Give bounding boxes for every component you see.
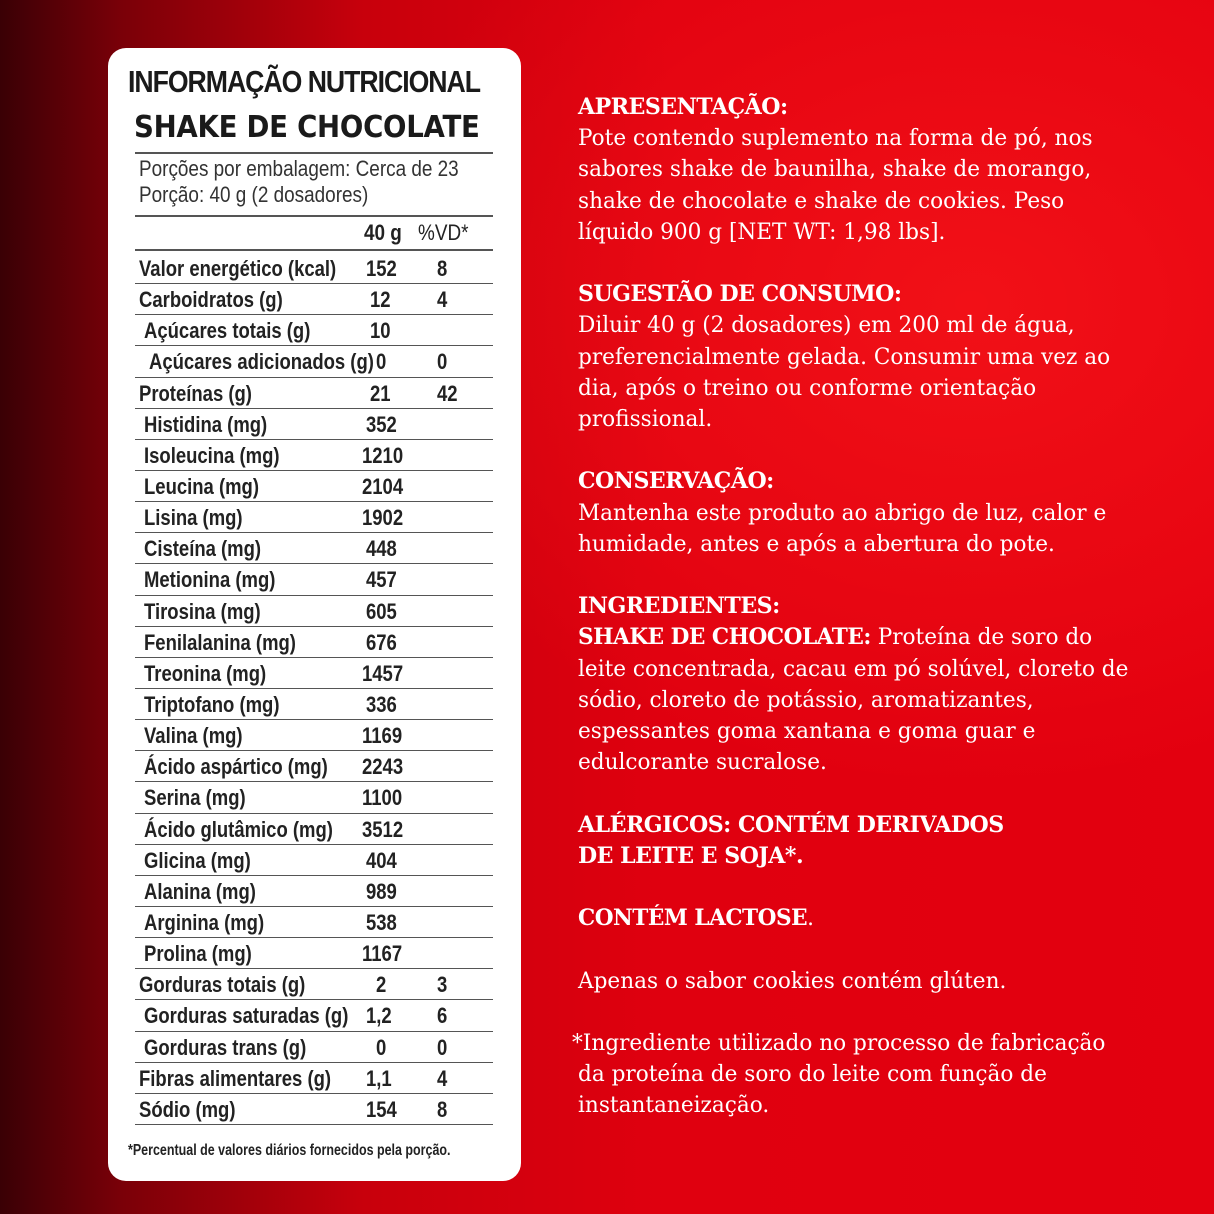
table-row bbox=[135, 346, 493, 377]
nutrient-dv: 4 bbox=[437, 287, 448, 313]
table-row bbox=[135, 253, 493, 284]
nutrient-amount: 10 bbox=[370, 318, 391, 344]
nutrient-amount: 457 bbox=[366, 567, 397, 593]
table-row bbox=[135, 284, 493, 315]
product-name: SHAKE DE CHOCOLATE bbox=[134, 110, 480, 145]
nutrient-label: Gorduras trans (g) bbox=[144, 1034, 307, 1060]
nutrient-label: Valina (mg) bbox=[144, 723, 243, 749]
nutrient-amount: 1169 bbox=[362, 723, 403, 749]
text-line: dia, após o treino ou conforme orientação bbox=[578, 374, 1037, 401]
nutrient-label: Gorduras totais (g) bbox=[139, 972, 306, 998]
dv-footnote: *Percentual de valores diários fornecidos pela porção. bbox=[128, 1142, 451, 1159]
table-row bbox=[135, 876, 493, 907]
table-row bbox=[135, 471, 493, 502]
table-row bbox=[135, 658, 493, 689]
nutrient-amount: 404 bbox=[366, 847, 397, 873]
table-row bbox=[135, 969, 493, 1000]
nutrient-amount: 3512 bbox=[362, 816, 404, 842]
flavor-label: SHAKE DE CHOCOLATE: bbox=[578, 624, 871, 651]
ingredients-text: Proteína de soro do bbox=[870, 624, 1093, 651]
nutrient-amount: 1457 bbox=[362, 660, 404, 686]
product-info bbox=[572, 92, 1178, 1153]
nutrient-label: Metionina (mg) bbox=[144, 567, 276, 593]
text-line: Diluir 40 g (2 dosadores) em 200 ml de água, bbox=[578, 312, 1075, 339]
section-heading: APRESENTAÇÃO: bbox=[578, 94, 788, 120]
lactose-warning bbox=[578, 903, 1154, 934]
nutrient-label: Treonina (mg) bbox=[144, 660, 267, 686]
table-row bbox=[135, 782, 493, 813]
allergen-warning: ALÉRGICOS: CONTÉM DERIVADOS bbox=[578, 811, 1004, 838]
section-heading: INGREDIENTES: bbox=[578, 593, 780, 620]
nutrient-amount: 989 bbox=[366, 878, 397, 904]
text-line: shake de chocolate e shake de cookies. Peso bbox=[578, 187, 1065, 214]
text-line: profissional. bbox=[578, 406, 713, 433]
nutrient-amount: 1210 bbox=[362, 442, 404, 468]
table-row bbox=[135, 627, 493, 658]
nutrient-amount: 1167 bbox=[362, 941, 403, 967]
nutrient-label: Açúcares adicionados (g) bbox=[149, 349, 374, 375]
nutrient-label: Prolina (mg) bbox=[144, 941, 252, 967]
text-line: edulcorante sucralose. bbox=[578, 749, 827, 776]
table-row bbox=[135, 689, 493, 720]
table-row bbox=[135, 440, 493, 471]
nutrient-amount: 676 bbox=[366, 629, 397, 655]
table-row bbox=[135, 720, 493, 751]
allergen-warning: DE LEITE E SOJA*. bbox=[578, 842, 804, 869]
section-conservacao bbox=[578, 466, 1178, 560]
section-lactose bbox=[578, 903, 1178, 934]
section-ingredient-note bbox=[572, 1028, 1178, 1122]
nutrient-dv: 3 bbox=[437, 972, 448, 998]
section-ingredientes bbox=[578, 591, 1178, 778]
table-row bbox=[135, 751, 493, 782]
text-line: preferencialmente gelada. Consumir uma vez ao bbox=[578, 343, 1111, 370]
text-line: líquido 900 g [NET WT: 1,98 lbs]. bbox=[578, 218, 946, 245]
text-line: humidade, antes e após a abertura do pote. bbox=[578, 530, 1055, 557]
nutrition-table bbox=[135, 253, 493, 1125]
text-line: *Ingrediente utilizado no processo de fabricação bbox=[572, 1029, 1106, 1056]
nutrient-label: Lisina (mg) bbox=[144, 505, 243, 531]
nutrient-amount: 538 bbox=[366, 909, 397, 935]
text-line: Pote contendo suplemento na forma de pó, nos bbox=[578, 125, 1093, 152]
table-row bbox=[135, 814, 493, 845]
table-row bbox=[135, 845, 493, 876]
nutrient-label: Ácido aspártico (mg) bbox=[144, 754, 328, 780]
section-apresentacao bbox=[578, 92, 1178, 248]
lactose-period: . bbox=[807, 905, 814, 932]
nutrient-amount: 1100 bbox=[362, 785, 403, 811]
text-line: sódio, cloreto de potássio, aromatizantes, bbox=[578, 686, 1034, 713]
nutrient-amount: 154 bbox=[366, 1096, 397, 1122]
section-heading: CONSERVAÇÃO: bbox=[578, 468, 774, 495]
nutrient-amount: 152 bbox=[366, 256, 397, 281]
section-alergicos bbox=[578, 810, 1178, 872]
table-row bbox=[135, 907, 493, 938]
nutrient-label: Proteínas (g) bbox=[139, 380, 252, 406]
section-sugestao bbox=[578, 279, 1178, 435]
nutrient-amount: 2104 bbox=[362, 473, 404, 499]
nutrient-dv: 42 bbox=[437, 380, 458, 406]
table-row bbox=[135, 378, 493, 409]
nutrient-label: Histidina (mg) bbox=[144, 411, 268, 437]
table-row bbox=[135, 1032, 493, 1063]
table-row bbox=[135, 938, 493, 969]
serving-size: Porção: 40 g (2 dosadores) bbox=[139, 182, 369, 207]
text-line bbox=[578, 622, 1154, 653]
divider bbox=[135, 152, 493, 154]
nutrient-amount: 0 bbox=[376, 1034, 387, 1060]
section-gluten bbox=[578, 966, 1178, 997]
nutrient-label: Glicina (mg) bbox=[144, 847, 251, 873]
text-line: sabores shake de baunilha, shake de morango, bbox=[578, 156, 1092, 183]
nutrient-amount: 2243 bbox=[362, 754, 404, 780]
nutrient-dv: 0 bbox=[437, 349, 448, 375]
nutrient-label: Alanina (mg) bbox=[144, 878, 256, 904]
nutrient-label: Carboidratos (g) bbox=[139, 287, 283, 313]
nutrient-amount: 448 bbox=[366, 536, 397, 562]
nutrition-facts-card bbox=[108, 48, 521, 1181]
gluten-note: Apenas o sabor cookies contém glúten. bbox=[578, 967, 1007, 994]
nutrient-amount: 0 bbox=[376, 349, 387, 375]
text-line: Mantenha este produto ao abrigo de luz, calor e bbox=[578, 499, 1107, 526]
column-header-dv: %VD* bbox=[418, 220, 469, 245]
nutrient-label: Cisteína (mg) bbox=[144, 536, 262, 562]
nutrient-label: Tirosina (mg) bbox=[144, 598, 261, 624]
servings-per-package: Porções por embalagem: Cerca de 23 bbox=[139, 156, 459, 181]
text-line: instantaneização. bbox=[578, 1092, 770, 1119]
nutrient-label: Valor energético (kcal) bbox=[139, 256, 337, 281]
nutrient-label: Isoleucina (mg) bbox=[144, 442, 280, 468]
nutrient-label: Açúcares totais (g) bbox=[144, 318, 311, 344]
table-row bbox=[135, 533, 493, 564]
nutrient-label: Leucina (mg) bbox=[144, 473, 260, 499]
text-line: espessantes goma xantana e goma guar e bbox=[578, 718, 1036, 745]
nutrient-label: Triptofano (mg) bbox=[144, 691, 280, 717]
nutrient-dv: 8 bbox=[437, 1096, 448, 1122]
table-row bbox=[135, 502, 493, 533]
nutrient-label: Sódio (mg) bbox=[139, 1096, 236, 1122]
nutrient-dv: 4 bbox=[437, 1065, 448, 1091]
lactose-label: CONTÉM LACTOSE bbox=[578, 905, 808, 932]
nutrient-amount: 605 bbox=[366, 598, 397, 624]
nutrient-label: Fenilalanina (mg) bbox=[144, 629, 296, 655]
table-row bbox=[135, 315, 493, 346]
nutrient-label: Serina (mg) bbox=[144, 785, 246, 811]
column-header-amount: 40 g bbox=[364, 220, 402, 245]
table-row bbox=[135, 1094, 493, 1125]
nutrient-label: Gorduras saturadas (g) bbox=[144, 1003, 349, 1029]
nutrient-dv: 0 bbox=[437, 1034, 448, 1060]
nutrient-amount: 12 bbox=[370, 287, 391, 313]
nutrient-label: Arginina (mg) bbox=[144, 909, 265, 935]
section-heading: SUGESTÃO DE CONSUMO: bbox=[578, 281, 902, 308]
nutrient-amount: 1,2 bbox=[366, 1003, 392, 1029]
divider bbox=[135, 249, 493, 251]
nutrient-amount: 352 bbox=[366, 411, 397, 437]
table-row bbox=[135, 564, 493, 595]
table-row bbox=[135, 409, 493, 440]
text-line: da proteína de soro do leite com função de bbox=[578, 1061, 1047, 1088]
nutrient-label: Ácido glutâmico (mg) bbox=[144, 816, 333, 842]
nutrition-title: INFORMAÇÃO NUTRICIONAL bbox=[128, 64, 480, 99]
table-row bbox=[135, 596, 493, 627]
nutrient-dv: 6 bbox=[437, 1003, 448, 1029]
nutrient-amount: 1,1 bbox=[366, 1065, 392, 1091]
table-row bbox=[135, 1063, 493, 1094]
nutrient-amount: 1902 bbox=[362, 505, 404, 531]
nutrient-amount: 336 bbox=[366, 691, 397, 717]
nutrient-label: Fibras alimentares (g) bbox=[139, 1065, 332, 1091]
divider bbox=[135, 215, 493, 217]
text-line: leite concentrada, cacau em pó solúvel, cloreto de bbox=[578, 655, 1129, 682]
nutrient-dv: 8 bbox=[437, 256, 448, 281]
nutrient-amount: 21 bbox=[370, 380, 391, 406]
table-row bbox=[135, 1000, 493, 1031]
nutrient-amount: 2 bbox=[376, 972, 387, 998]
